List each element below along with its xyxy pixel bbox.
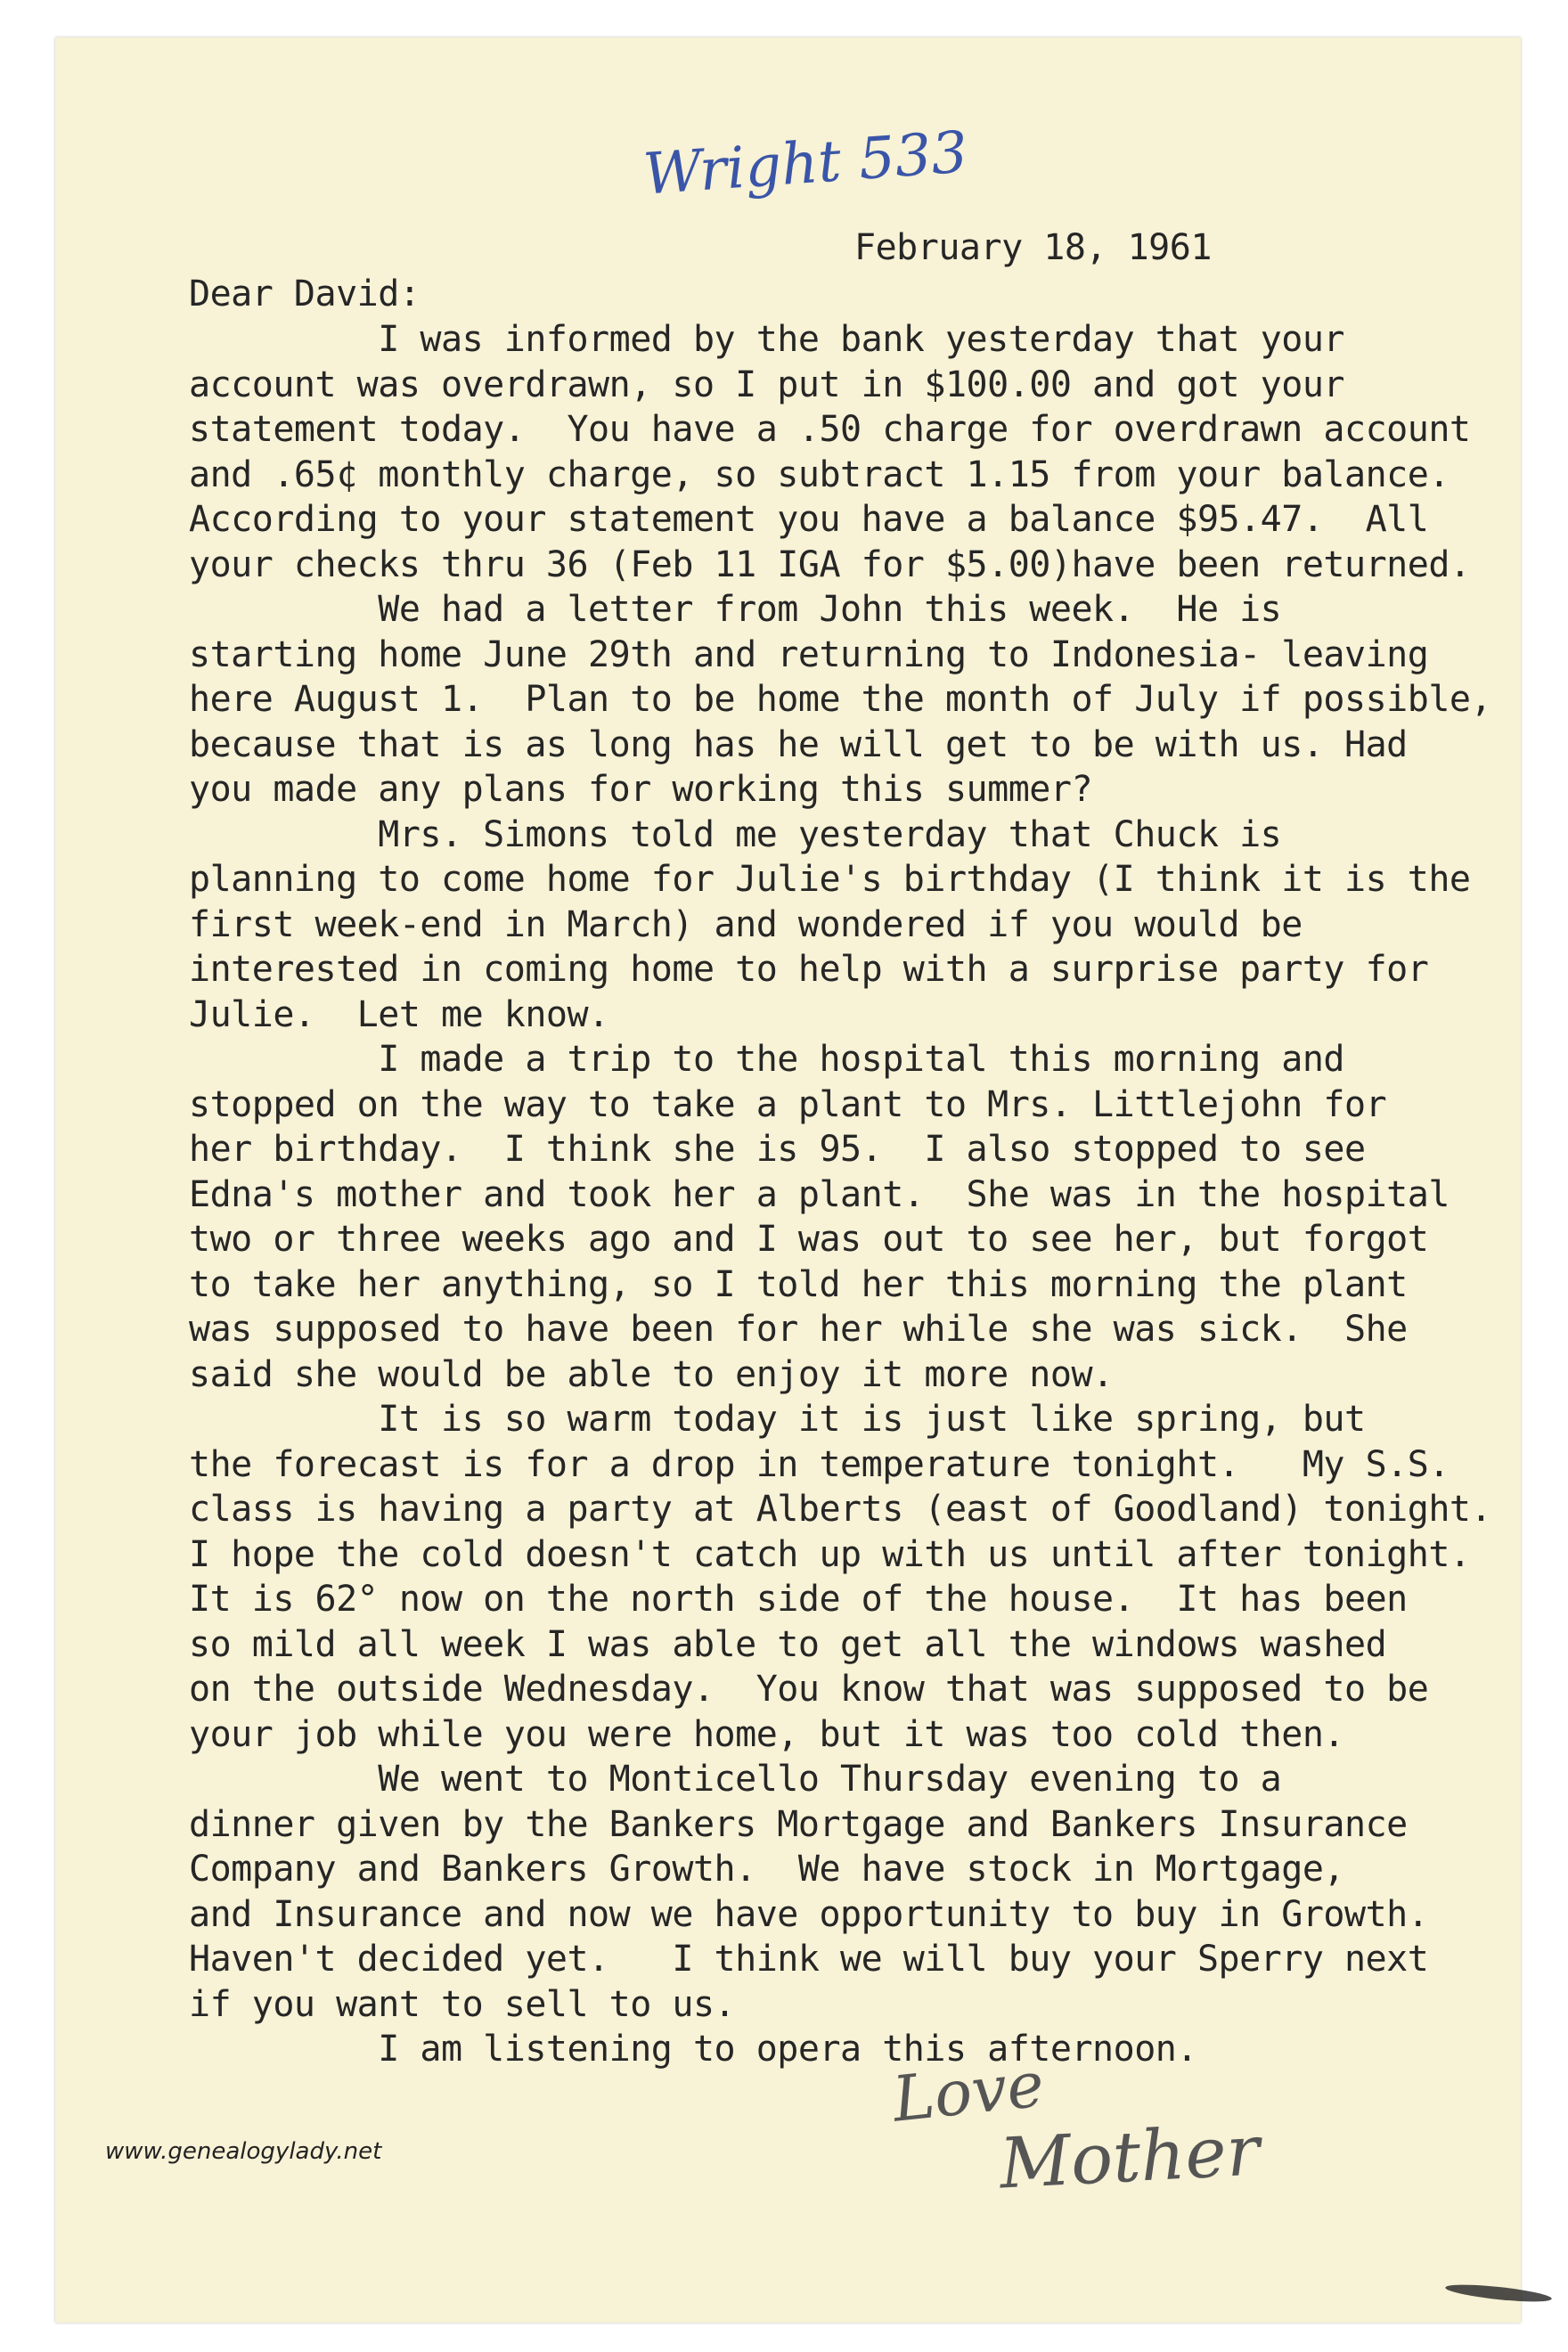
letter-line: and Insurance and now we have opportunity to buy in Growth. — [189, 1893, 1429, 1935]
letter-line: class is having a party at Alberts (east of Goodland) tonight. — [189, 1489, 1492, 1530]
letter-line: interested in coming home to help with a surprise party for — [189, 949, 1429, 990]
letter-line: your job while you were home, but it was too cold then. — [189, 1713, 1345, 1755]
letter-line: Julie. Let me know. — [189, 993, 609, 1035]
letter-page — [55, 37, 1521, 2323]
letter-line: I made a trip to the hospital this morning and — [189, 1039, 1345, 1080]
letter-line: According to your statement you have a balance $95.47. All — [189, 499, 1429, 540]
salutation: Dear David: — [189, 274, 421, 314]
watermark: www.genealogylady.net — [105, 2138, 382, 2165]
letter-line: if you want to sell to us. — [189, 1983, 736, 2025]
letter-line: you made any plans for working this summer? — [189, 769, 1093, 810]
letter-line: It is so warm today it is just like spring, but — [189, 1399, 1366, 1440]
signature-block — [884, 2047, 1347, 2216]
letter-line: stopped on the way to take a plant to Mrs. Littlejohn for — [189, 1083, 1387, 1125]
closing: Love — [889, 2047, 1048, 2136]
letter-line: the forecast is for a drop in temperature tonight. My S.S. — [189, 1443, 1450, 1485]
letter-line: Mrs. Simons told me yesterday that Chuck is — [189, 813, 1282, 855]
letter-line: first week-end in March) and wondered if you would be — [189, 903, 1303, 945]
letter-line: so mild all week I was able to get all the windows washed — [189, 1623, 1387, 1665]
letter-line: Company and Bankers Growth. We have stock in Mortgage, — [189, 1849, 1345, 1890]
letter-line: We went to Monticello Thursday evening to a — [189, 1759, 1282, 1800]
signature: Mother — [997, 2111, 1262, 2205]
letter-line: account was overdrawn, so I put in $100.00 and got your — [189, 363, 1345, 405]
letter-line: your checks thru 36 (Feb 11 IGA for $5.00)have been returned. — [189, 543, 1471, 585]
letter-line: said she would be able to enjoy it more now. — [189, 1353, 1114, 1395]
letter-line: planning to come home for Julie's birthday (I think it is the — [189, 859, 1471, 900]
letter-line: Haven't decided yet. I think we will buy your Sperry next — [189, 1939, 1429, 1980]
letter-line: because that is as long has he will get to be with us. Had — [189, 723, 1408, 765]
handwritten-annotation: Wright 533 — [641, 119, 970, 208]
letter-line: dinner given by the Bankers Mortgage and Bankers Insurance — [189, 1803, 1408, 1845]
letter-line: her birthday. I think she is 95. I also stopped to see — [189, 1129, 1366, 1170]
letter-line: statement today. You have a .50 charge for overdrawn account — [189, 409, 1471, 450]
ink-smudge — [1445, 2282, 1553, 2305]
letter-line: It is 62° now on the north side of the house. It has been — [189, 1579, 1408, 1620]
letter-line: two or three weeks ago and I was out to see her, but forgot — [189, 1219, 1429, 1260]
letter-line: I was informed by the bank yesterday that your — [189, 319, 1345, 360]
letter-date: February 18, 1961 — [854, 227, 1212, 268]
letter-line: We had a letter from John this week. He is — [189, 589, 1282, 630]
letter-line: Edna's mother and took her a plant. She was in the hospital — [189, 1173, 1450, 1215]
letter-line: and .65¢ monthly charge, so subtract 1.15 from your balance. — [189, 453, 1450, 495]
letter-line: on the outside Wednesday. You know that was supposed to be — [189, 1669, 1429, 1710]
letter-line: starting home June 29th and returning to Indonesia- leaving — [189, 633, 1429, 675]
letter-line: I hope the cold doesn't catch up with us until after tonight. — [189, 1533, 1471, 1575]
letter-line: was supposed to have been for her while she was sick. She — [189, 1309, 1408, 1350]
letter-line: here August 1. Plan to be home the month of July if possible, — [189, 679, 1492, 720]
letter-line: I am listening to opera this afternoon. — [189, 2029, 1197, 2070]
letter-line: to take her anything, so I told her this morning the plant — [189, 1263, 1408, 1305]
